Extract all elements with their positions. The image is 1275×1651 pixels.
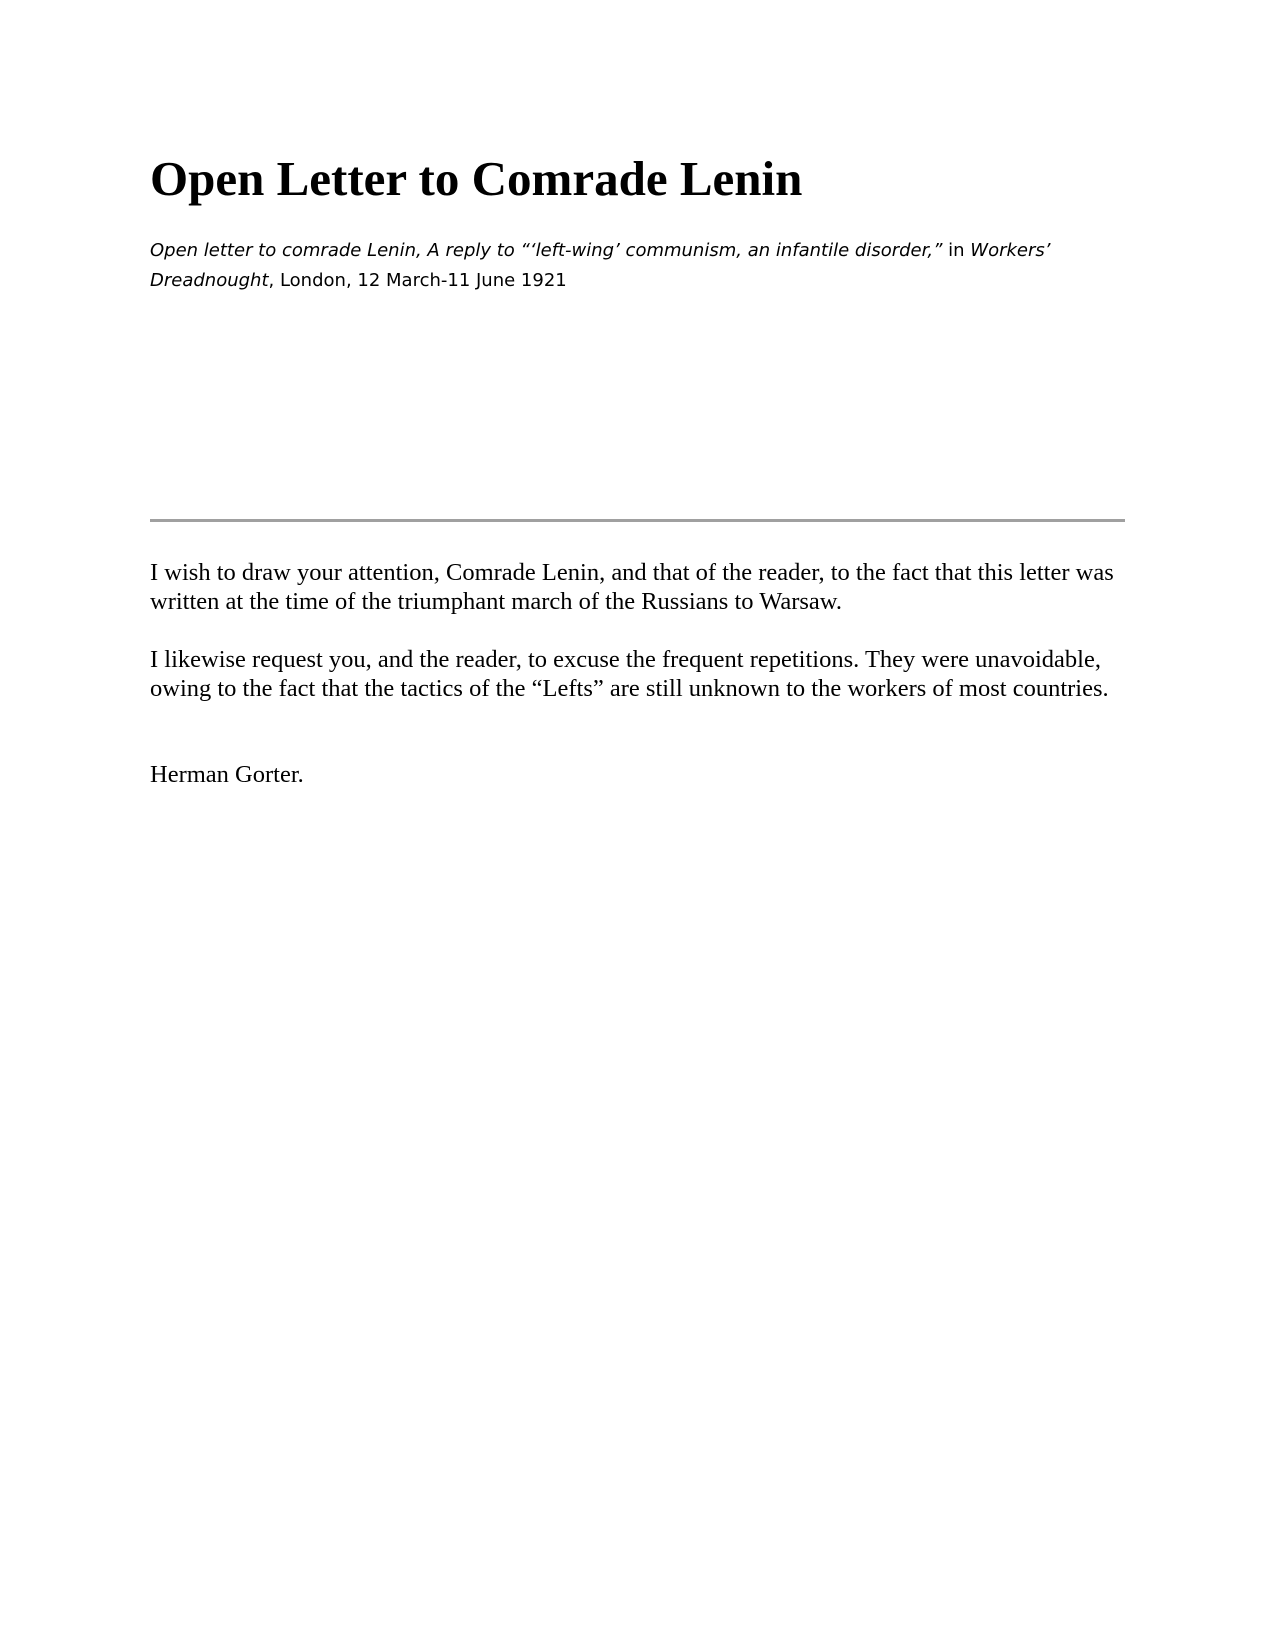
citation-publication: Workers’ Dreadnought	[150, 240, 1051, 291]
citation	[150, 236, 1130, 296]
citation-in: in	[942, 240, 971, 261]
body-paragraph-1: I wish to draw your attention, Comrade Lenin, and that of the reader, to the fact that this letter was written at the time of the triumphant march of the Russians to Warsaw.	[150, 559, 1114, 615]
citation-details: , London, 12 March-11 June 1921	[268, 270, 567, 291]
page-title: Open Letter to Comrade Lenin	[150, 151, 803, 206]
signature: Herman Gorter.	[150, 761, 304, 788]
citation-title: Open letter to comrade Lenin, A reply to “‘left-wing’ communism, an infantile disorder,”	[150, 240, 943, 261]
horizontal-rule	[150, 519, 1125, 522]
body-paragraph-2: I likewise request you, and the reader, to excuse the frequent repetitions. They were unavoidable, owing to the fact that the tactics of the “Lefts” are still unknown to the workers of most countries.	[150, 646, 1109, 702]
